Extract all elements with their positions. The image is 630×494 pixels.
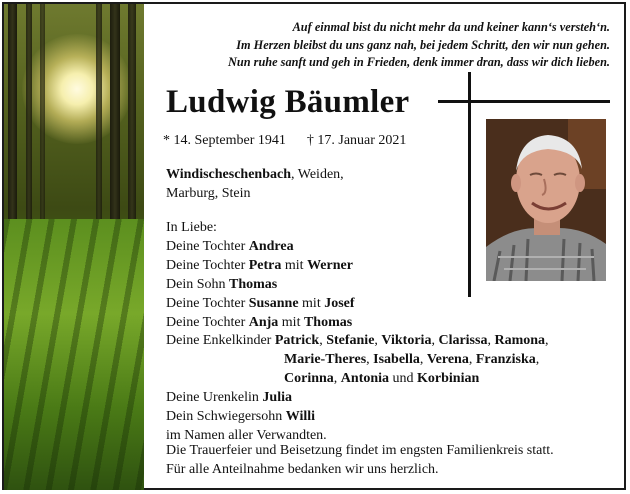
death-date: † 17. Januar 2021: [306, 133, 407, 148]
family-row: Deine Tochter Andrea: [166, 238, 294, 254]
family-row: Dein Schwiegersohn Willi: [166, 409, 316, 425]
mourners-list: [166, 219, 549, 446]
grandchildren-row: Marie-Theres, Isabella, Verena, Franziska,: [284, 352, 540, 368]
family-row: Deine Urenkelin Julia: [166, 390, 292, 406]
grandchildren-row: Deine Enkelkinder Patrick, Stefanie, Viktoria, Clarissa, Ramona,: [166, 333, 549, 349]
closing-line: Für alle Anteilnahme bedanken wir uns herzlich.: [166, 462, 439, 477]
cross-icon: [438, 100, 610, 103]
family-row: Dein Sohn Thomas: [166, 276, 278, 292]
family-row: Deine Tochter Susanne mit Josef: [166, 295, 355, 311]
closing-note: [166, 441, 554, 479]
closing-line: Die Trauerfeier und Beisetzung findet im engsten Familienkreis statt.: [166, 443, 554, 458]
place-rest: , Weiden,: [291, 167, 344, 182]
intro-line: In Liebe:: [166, 220, 217, 235]
place-line2: Marburg, Stein: [166, 186, 251, 201]
grandchildren-row: Corinna, Antonia und Korbinian: [284, 371, 480, 387]
birth-date: * 14. September 1941: [163, 133, 286, 148]
poem: [150, 19, 610, 72]
poem-line: Im Herzen bleibst du uns ganz nah, bei jedem Schritt, den wir nun gehen.: [236, 37, 610, 52]
family-row: im Namen aller Verwandten.: [166, 427, 327, 443]
poem-line: Auf einmal bist du nicht mehr da und keiner kann‘s versteh‘n.: [292, 20, 610, 34]
place-bold: Windischeschenbach: [166, 167, 291, 182]
forest-sunlight-image: [4, 4, 144, 490]
family-row: Deine Tochter Petra mit Werner: [166, 257, 353, 273]
life-dates: [163, 133, 406, 149]
family-row: Deine Tochter Anja mit Thomas: [166, 314, 353, 330]
place-of-residence: [166, 165, 344, 203]
deceased-name: Ludwig Bäumler: [166, 84, 410, 120]
poem-line: Nun ruhe sanft und geh in Frieden, denk immer dran, dass wir dich lieben.: [228, 55, 610, 69]
